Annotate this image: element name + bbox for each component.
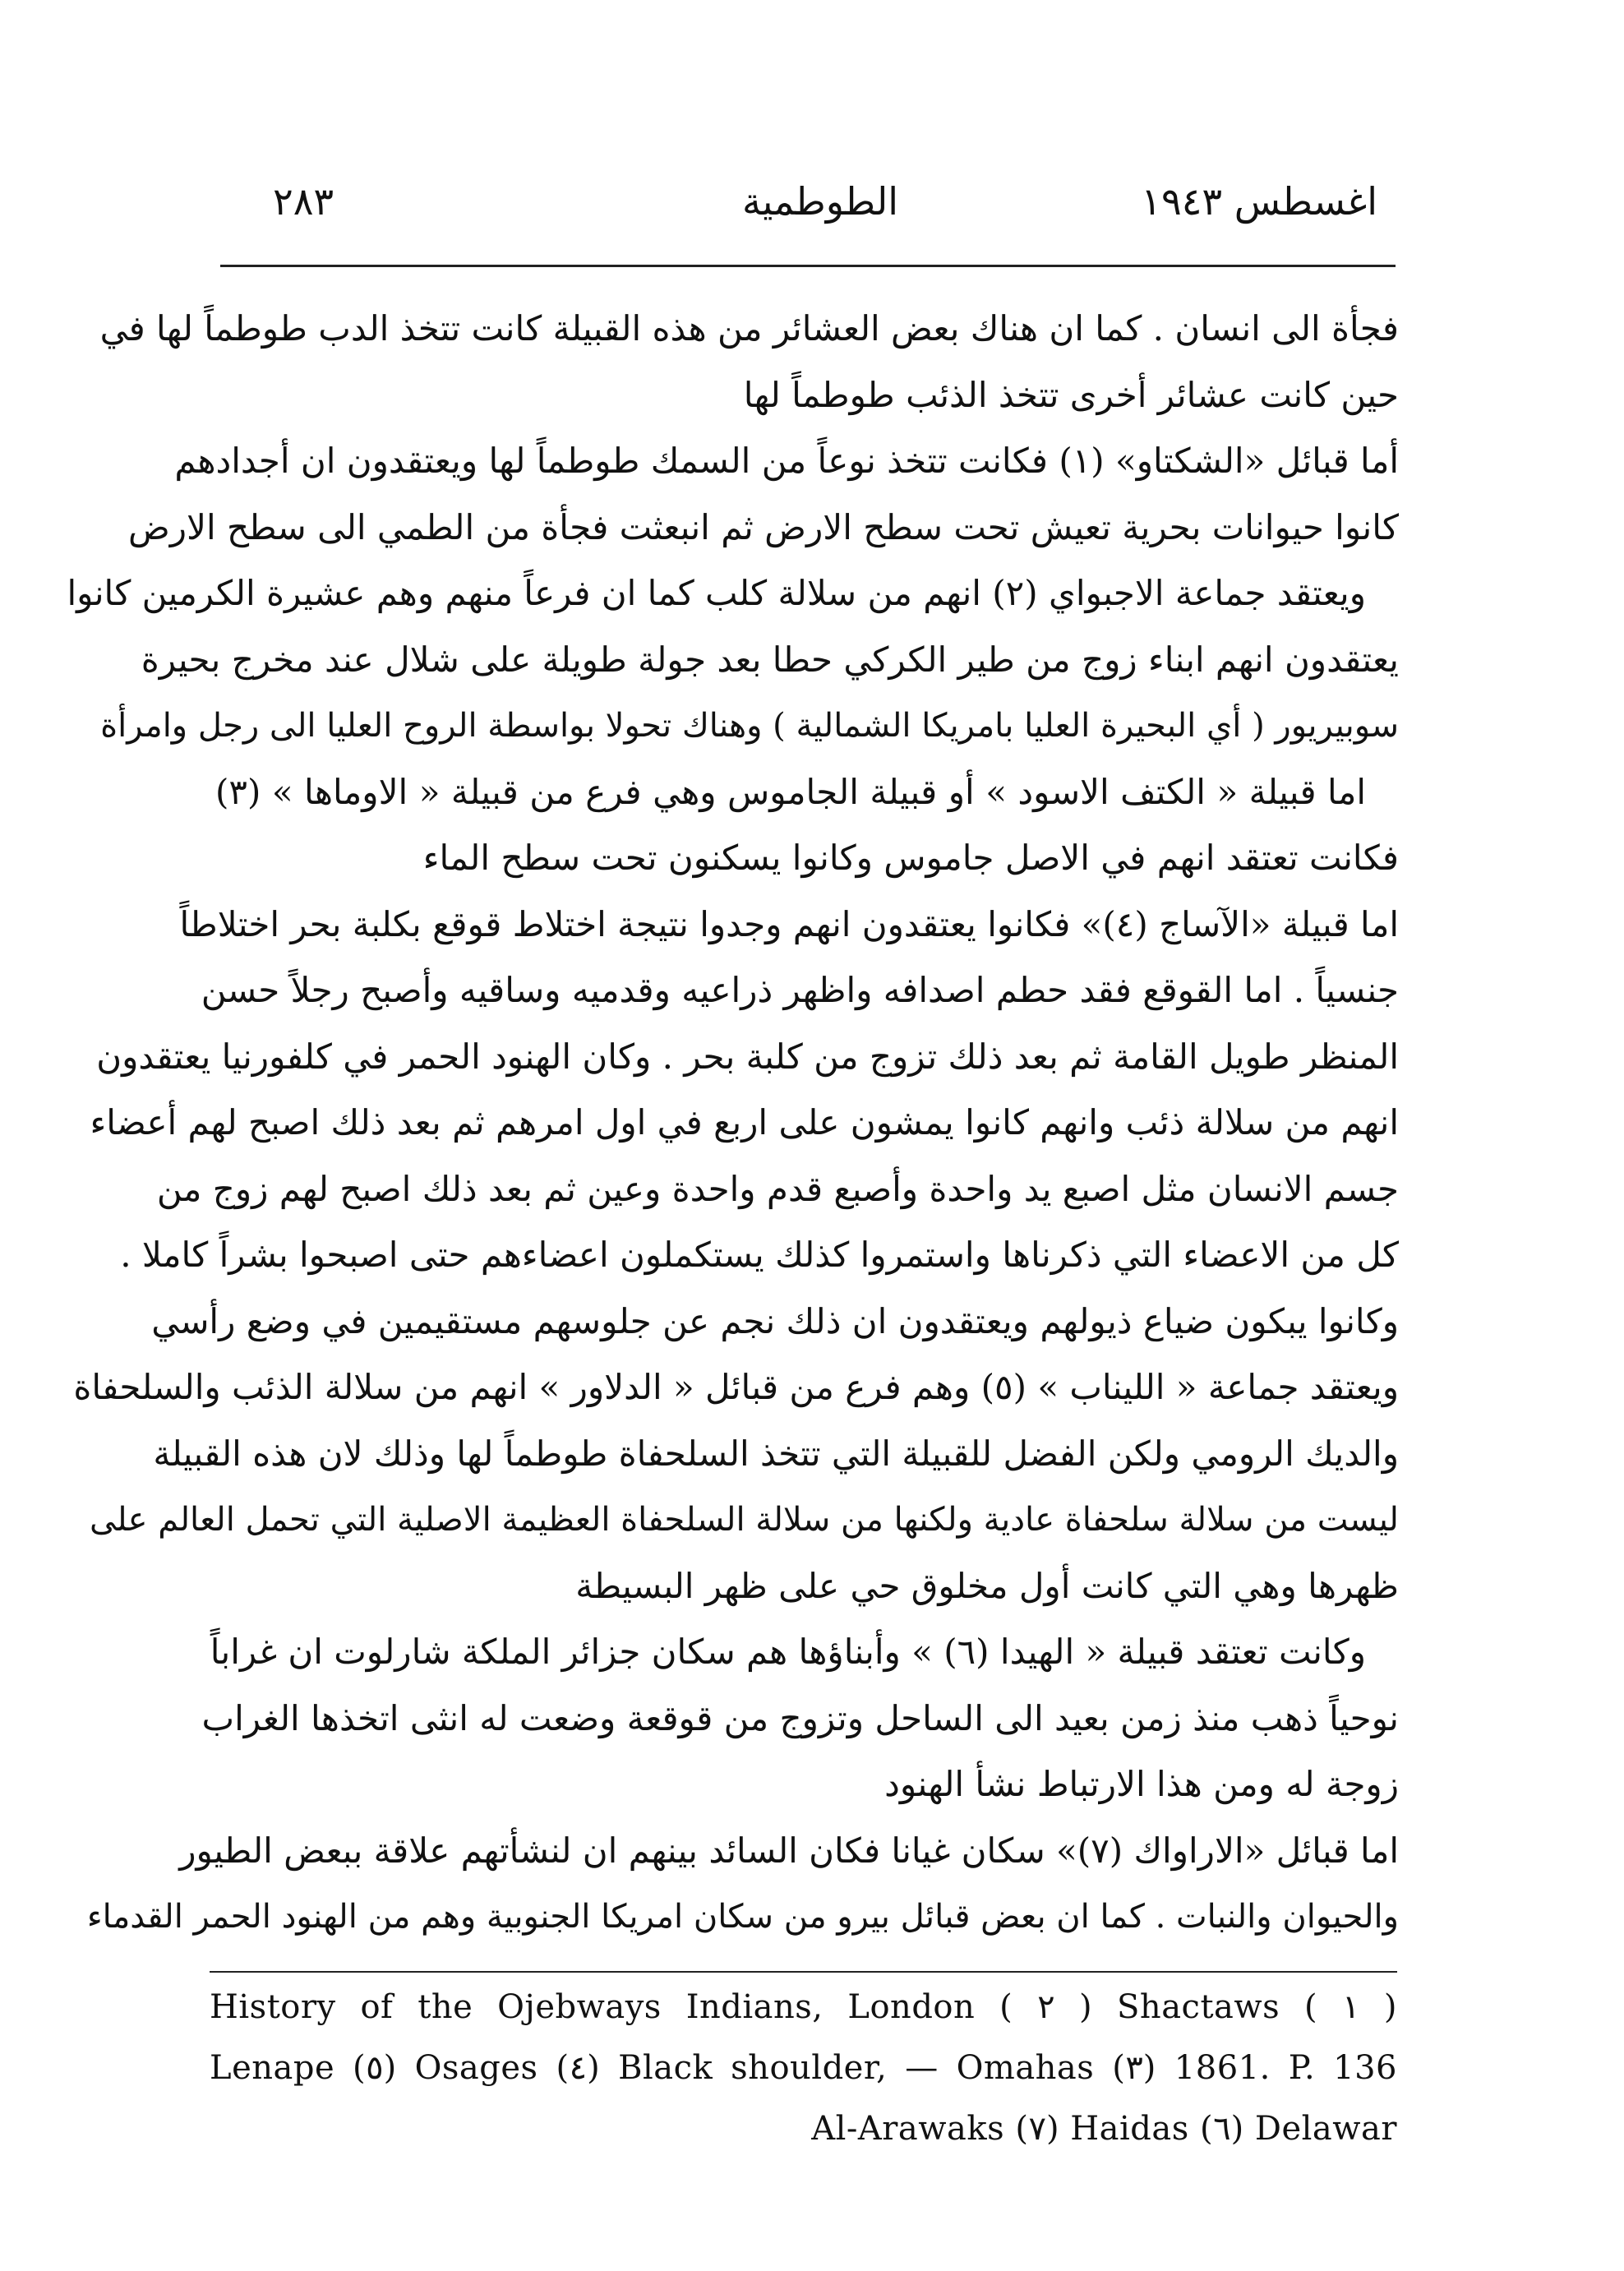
running-title: الطوطمية	[741, 179, 899, 224]
text-line: جسم الانسان مثل اصبع يد واحدة وأصبع قدم واحدة وعين ثم بعد ذلك اصبح لهم زوج من	[156, 1168, 1399, 1209]
footnote-line: Lenape (٥) Osages (٤) Black shoulder, — Omahas (٣) 1861. P. 136	[210, 2049, 1397, 2087]
text-line: زوجة له ومن هذا الارتباط نشأ الهنود	[884, 1764, 1399, 1804]
text-line: وكانوا يبكون ضياع ذيولهم ويعتقدون ان ذلك نجم عن جلوسهم مستقيمين في وضع رأسي	[151, 1300, 1399, 1341]
text-line: ويعتقد جماعة « الليناب » (٥) وهم فرع من قبائل « الدلاور » انهم من سلالة الذئب والسلحفاة	[73, 1367, 1399, 1407]
text-line: فجأة الى انسان . كما ان هناك بعض العشائر من هذه القبيلة كانت تتخذ الدب طوطماً لها في	[99, 308, 1399, 348]
text-line: ويعتقد جماعة الاجبواي (٢) انهم من سلالة كلب كما ان فرعاً منهم وهم عشيرة الكرمين كانوا	[67, 573, 1366, 613]
text-line: المنظر طويل القامة ثم بعد ذلك تزوج من كلبة بحر . وكان الهنود الحمر في كلفورنيا يعتقدون	[96, 1036, 1399, 1077]
text-line: حين كانت عشائر أخرى تتخذ الذئب طوطماً لها	[743, 374, 1399, 415]
text-line: أما قبائل «الشكتاو» (١) فكانت تتخذ نوعاً من السمك طوطماً لها ويعتقدون ان أجدادهم	[174, 441, 1399, 481]
text-line: اما قبائل «الاراواك (٧)» سكان غيانا فكان السائد بينهم ان لنشأتهم علاقة ببعض الطيور	[179, 1830, 1399, 1871]
text-line: ظهرها وهي التي كانت أول مخلوق حي على ظهر البسيطة	[575, 1565, 1399, 1606]
text-line: نوحياً ذهب منذ زمن بعيد الى الساحل وتزوج من قوقعة وضعت له انثى اتخذها الغراب	[201, 1697, 1399, 1738]
header-rule	[220, 265, 1396, 267]
footnote-rule	[210, 1971, 1397, 1973]
footnote-line: Al-Arawaks (٧) Haidas (٦) Delawar	[811, 2110, 1397, 2148]
text-line: يعتقدون انهم ابناء زوج من طير الكركي حطا بعد جولة طويلة على شلال عند مخرج بحيرة	[141, 639, 1399, 680]
text-line: كل من الاعضاء التي ذكرناها واستمروا كذلك يستكملون اعضاءهم حتى اصبحوا بشراً كاملا .	[120, 1235, 1399, 1275]
text-line: سوبيريور ( أي البحيرة العليا بامريكا الشمالية ) وهناك تحولا بواسطة الروح العليا الى رجل وامرأة	[100, 707, 1399, 745]
article-body	[67, 296, 1399, 1950]
text-line: كانوا حيوانات بحرية تعيش تحت سطح الارض ثم انبعثت فجأة من الطمي الى سطح الارض	[127, 506, 1399, 547]
footnotes	[210, 1977, 1397, 2159]
text-line: وكانت تعتقد قبيلة « الهيدا (٦) » وأبناؤها هم سكان جزائر الملكة شارلوت ان غراباً	[210, 1632, 1366, 1672]
text-line: والديك الرومي ولكن الفضل للقبيلة التي تتخذ السلحفاة طوطماً لها وذلك لان هذه القبيلة	[153, 1433, 1399, 1474]
footnote-line: History of the Ojebways Indians, London ( ٢ ) Shactaws ( ١ )	[210, 1988, 1397, 2026]
text-line: اما قبيلة « الكتف الاسود » أو قبيلة الجاموس وهي فرع من قبيلة « الاوماها » (٣)	[215, 771, 1366, 812]
page-number: ٢٨٣	[273, 179, 334, 224]
text-line: فكانت تعتقد انهم في الاصل جاموس وكانوا يسكنون تحت سطح الماء	[422, 838, 1399, 878]
text-line: والحيوان والنبات . كما ان بعض قبائل بيرو من سكان امريكا الجنوبية وهم من الهنود الحمر القدماء	[86, 1898, 1399, 1936]
text-line: جنسياً . اما القوقع فقد حطم اصدافه واظهر ذراعيه وقدميه وساقيه وأصبح رجلاً حسن	[201, 970, 1399, 1010]
issue-date: اغسطس ١٩٤٣	[1141, 179, 1377, 224]
text-line: ليست من سلالة سلحفاة عادية ولكنها من سلالة السلحفاة العظيمة الاصلية التي تحمل العالم على	[90, 1501, 1399, 1539]
text-line: انهم من سلالة ذئب وانهم كانوا يمشون على اربع في اول امرهم ثم بعد ذلك اصبح لهم أعضاء	[90, 1102, 1399, 1142]
text-line: اما قبيلة «الآساج (٤)» فكانوا يعتقدون انهم وجدوا نتيجة اختلاط قوقع بكلبة بحر اختلاطاً	[179, 903, 1399, 944]
